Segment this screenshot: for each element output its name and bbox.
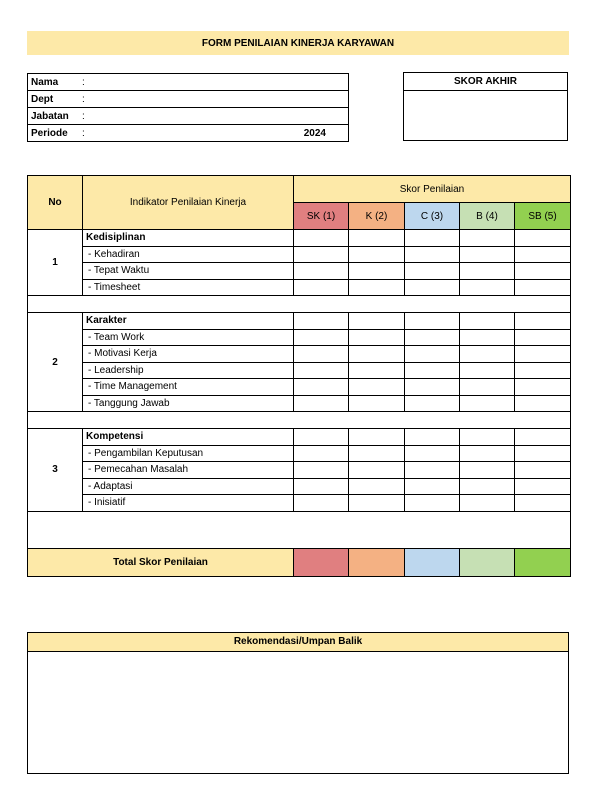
score-cell[interactable]	[294, 478, 349, 495]
info-value-dept[interactable]	[99, 91, 349, 108]
info-colon: :	[79, 125, 99, 142]
score-cell[interactable]	[294, 313, 349, 330]
indicator-row	[28, 346, 571, 363]
score-cell[interactable]	[294, 246, 349, 263]
score-cell[interactable]	[405, 263, 460, 280]
indicator-label: - Pemecahan Masalah	[83, 462, 294, 479]
score-cell[interactable]	[349, 495, 405, 512]
score-cell[interactable]	[405, 379, 460, 396]
indicator-row	[28, 478, 571, 495]
indicator-row	[28, 362, 571, 379]
score-cell[interactable]	[294, 230, 349, 247]
info-label: Nama	[28, 74, 80, 91]
final-score-title: SKOR AKHIR	[404, 73, 567, 91]
score-cell[interactable]	[294, 346, 349, 363]
total-label: Total Skor Penilaian	[28, 548, 294, 576]
score-cell[interactable]	[460, 329, 515, 346]
info-label: Periode	[28, 125, 80, 142]
score-cell[interactable]	[349, 462, 405, 479]
category-row	[28, 230, 571, 247]
score-cell[interactable]	[460, 246, 515, 263]
score-cell[interactable]	[349, 445, 405, 462]
score-cell[interactable]	[460, 230, 515, 247]
total-score-cell[interactable]	[515, 548, 571, 576]
score-cell[interactable]	[349, 346, 405, 363]
section-number: 1	[28, 230, 83, 296]
info-value-nama[interactable]	[99, 74, 349, 91]
indicator-label: - Tanggung Jawab	[83, 395, 294, 412]
final-score-box	[403, 72, 568, 141]
info-row-jabatan	[28, 108, 349, 125]
score-col-header: SK (1)	[294, 203, 349, 230]
score-cell[interactable]	[515, 230, 571, 247]
score-cell[interactable]	[294, 395, 349, 412]
indicator-label: - Pengambilan Keputusan	[83, 445, 294, 462]
score-cell[interactable]	[515, 379, 571, 396]
score-cell[interactable]	[460, 478, 515, 495]
score-cell[interactable]	[405, 478, 460, 495]
score-cell[interactable]	[349, 313, 405, 330]
score-cell[interactable]	[515, 495, 571, 512]
form-title: FORM PENILAIAN KINERJA KARYAWAN	[27, 31, 569, 55]
info-colon: :	[79, 91, 99, 108]
score-col-header: C (3)	[405, 203, 460, 230]
score-cell[interactable]	[294, 329, 349, 346]
category-row	[28, 313, 571, 330]
score-cell[interactable]	[460, 445, 515, 462]
score-cell[interactable]	[349, 263, 405, 280]
score-cell[interactable]	[460, 429, 515, 446]
score-cell[interactable]	[405, 246, 460, 263]
score-cell[interactable]	[405, 395, 460, 412]
info-colon: :	[79, 74, 99, 91]
score-cell[interactable]	[294, 379, 349, 396]
score-cell[interactable]	[294, 445, 349, 462]
indicator-row	[28, 329, 571, 346]
score-cell[interactable]	[515, 362, 571, 379]
score-cell[interactable]	[405, 346, 460, 363]
score-cell[interactable]	[515, 445, 571, 462]
spacer-cell	[28, 296, 571, 313]
score-cell[interactable]	[515, 246, 571, 263]
score-cell[interactable]	[405, 495, 460, 512]
info-row-nama	[28, 74, 349, 91]
indicator-row	[28, 462, 571, 479]
score-cell[interactable]	[349, 329, 405, 346]
indicator-row	[28, 246, 571, 263]
recommendation-title: Rekomendasi/Umpan Balik	[28, 633, 568, 652]
score-cell[interactable]	[294, 279, 349, 296]
score-cell[interactable]	[294, 429, 349, 446]
total-score-cell[interactable]	[294, 548, 349, 576]
score-cell[interactable]	[349, 395, 405, 412]
indicator-label: - Motivasi Kerja	[83, 346, 294, 363]
score-cell[interactable]	[515, 263, 571, 280]
spacer-row	[28, 511, 571, 548]
score-col-header: K (2)	[349, 203, 405, 230]
indicator-label: - Time Management	[83, 379, 294, 396]
score-cell[interactable]	[515, 313, 571, 330]
category-row	[28, 429, 571, 446]
info-label: Dept	[28, 91, 80, 108]
score-cell[interactable]	[515, 329, 571, 346]
score-cell[interactable]	[515, 478, 571, 495]
score-cell[interactable]	[460, 395, 515, 412]
indicator-label: - Tepat Waktu	[83, 263, 294, 280]
info-row-periode	[28, 125, 349, 142]
category-label: Kedisiplinan	[83, 230, 294, 247]
score-cell[interactable]	[460, 279, 515, 296]
score-cell[interactable]	[294, 263, 349, 280]
col-header-score-group: Skor Penilaian	[294, 176, 571, 203]
score-cell[interactable]	[460, 495, 515, 512]
recommendation-text-area[interactable]	[28, 652, 568, 772]
recommendation-box	[27, 632, 569, 774]
score-cell[interactable]	[294, 462, 349, 479]
info-value-jabatan[interactable]	[99, 108, 349, 125]
header-row	[28, 176, 571, 203]
score-cell[interactable]	[349, 362, 405, 379]
score-cell[interactable]	[460, 263, 515, 280]
indicator-row	[28, 279, 571, 296]
col-header-no: No	[28, 176, 83, 230]
score-cell[interactable]	[349, 379, 405, 396]
indicator-label: - Team Work	[83, 329, 294, 346]
score-cell[interactable]	[294, 362, 349, 379]
employee-info-table	[27, 73, 349, 142]
score-cell[interactable]	[515, 462, 571, 479]
total-score-cell[interactable]	[460, 548, 515, 576]
indicator-label: - Adaptasi	[83, 478, 294, 495]
indicator-label: - Kehadiran	[83, 246, 294, 263]
section-number: 3	[28, 429, 83, 512]
spacer-cell	[28, 412, 571, 429]
spacer-cell	[28, 511, 571, 548]
score-cell[interactable]	[349, 478, 405, 495]
score-cell[interactable]	[460, 462, 515, 479]
indicator-row	[28, 263, 571, 280]
total-score-cell[interactable]	[349, 548, 405, 576]
score-cell[interactable]	[405, 329, 460, 346]
info-value-periode[interactable]: 2024	[99, 125, 349, 142]
score-cell[interactable]	[515, 429, 571, 446]
info-label: Jabatan	[28, 108, 80, 125]
total-row	[28, 548, 571, 576]
indicator-label: - Leadership	[83, 362, 294, 379]
total-score-cell[interactable]	[405, 548, 460, 576]
assessment-table	[27, 175, 571, 577]
section-number: 2	[28, 313, 83, 412]
indicator-row	[28, 495, 571, 512]
spacer-row	[28, 296, 571, 313]
score-cell[interactable]	[460, 362, 515, 379]
score-cell[interactable]	[349, 246, 405, 263]
score-cell[interactable]	[405, 429, 460, 446]
score-cell[interactable]	[460, 346, 515, 363]
col-header-indicator: Indikator Penilaian Kinerja	[83, 176, 294, 230]
score-col-header: SB (5)	[515, 203, 571, 230]
indicator-label: - Timesheet	[83, 279, 294, 296]
score-cell[interactable]	[460, 379, 515, 396]
score-cell[interactable]	[405, 445, 460, 462]
category-label: Kompetensi	[83, 429, 294, 446]
score-cell[interactable]	[294, 495, 349, 512]
score-col-header: B (4)	[460, 203, 515, 230]
info-row-dept	[28, 91, 349, 108]
info-colon: :	[79, 108, 99, 125]
score-cell[interactable]	[515, 279, 571, 296]
indicator-label: - Inisiatif	[83, 495, 294, 512]
final-score-value-area[interactable]	[404, 91, 567, 141]
spacer-row	[28, 412, 571, 429]
score-cell[interactable]	[349, 230, 405, 247]
score-cell[interactable]	[349, 279, 405, 296]
indicator-row	[28, 395, 571, 412]
score-cell[interactable]	[515, 346, 571, 363]
score-cell[interactable]	[460, 313, 515, 330]
score-cell[interactable]	[405, 313, 460, 330]
score-cell[interactable]	[405, 362, 460, 379]
score-cell[interactable]	[515, 395, 571, 412]
score-cell[interactable]	[405, 462, 460, 479]
indicator-row	[28, 445, 571, 462]
score-cell[interactable]	[405, 230, 460, 247]
indicator-row	[28, 379, 571, 396]
score-cell[interactable]	[349, 429, 405, 446]
score-cell[interactable]	[405, 279, 460, 296]
category-label: Karakter	[83, 313, 294, 330]
